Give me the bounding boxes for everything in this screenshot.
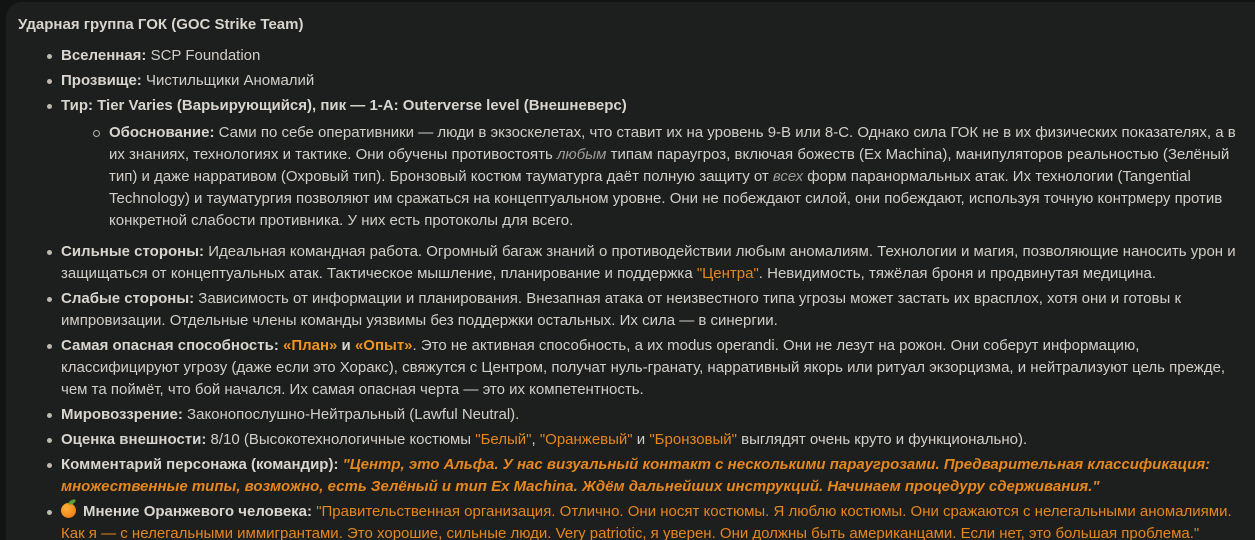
text-segment: Сильные стороны: [61, 243, 205, 260]
text-segment: Зависимость от информации и планирования. Внезапная атака от неизвестного типа угрозы может застать их врасплох, хотя они и готовы к импровизации. Отдельные члены команды уязвимы без поддержки остальных. Их сила — в синергии. [61, 290, 1182, 329]
link-orange[interactable]: "Оранжевый" [539, 431, 633, 448]
text-segment: Комментарий персонажа (командир): [61, 456, 343, 473]
text-segment: , [531, 431, 540, 448]
text-segment: форм паранормальных атак. Их технологии (Tangential Technology) и тауматургия позволяют им сражаться на концептуальном уровне. Они не побеждают силой, они побеждают, используя точную контрмеру против конкретной слабости противника. У них есть протоколы для всего. [109, 168, 1223, 229]
text-segment: и [337, 337, 355, 354]
text-segment: Оценка внешности: [61, 431, 207, 448]
text-segment: Идеальная командная работа. Огромный багаж знаний о противодействии любым аномалиям. Технологии и магия, позволяющие наносить урон и защищаться от концептуальных атак. Тактическое мышление, планирование и поддержка [61, 243, 1236, 282]
list-item-appearance-rating [18, 429, 1243, 451]
text-segment: . Это не активная способность, а их modus operandi. Они не лезут на рожон. Они соберут информацию, классифицируют угрозу (даже если это Хоракс), свяжутся с Центром, получат нуль-гранату, нарративный якорь или ритуал экзорцизма, и нейтрализуют цель прежде, чем та поймёт, что бой начался. Их самая опасная черта — это их компетентность. [61, 337, 1226, 398]
list-item-weaknesses [18, 288, 1243, 332]
text-segment: Мнение Оранжевого человека: [83, 503, 317, 520]
text-segment: и [632, 431, 650, 448]
text-segment: Прозвище: [61, 72, 142, 89]
list-item-tier [18, 95, 1243, 117]
link-plan[interactable]: «План» [282, 337, 338, 354]
list-item-nickname [18, 70, 1243, 92]
text-segment: Чистильщики Аномалий [141, 72, 315, 89]
text-segment: Тир: Tier Varies (Варьирующийся), пик — 1-A: Outerverse level (Внешневерс) [61, 97, 627, 114]
text-segment: . Невидимость, тяжёлая броня и продвинутая медицина. [758, 265, 1157, 282]
text-segment: 8/10 (Высокотехнологичные костюмы [206, 431, 476, 448]
list-item-strengths [18, 241, 1243, 285]
list-item-justification [18, 122, 1243, 232]
text-segment: Сами по себе оперативники — люди в экзоскелетах, что ставит их на уровень 9-B или 8-C. Однако сила ГОК не в их физических показателях, а в их знаниях, технологиях и тактике. Они обучены противостоять [109, 124, 1236, 163]
text-segment: Самая опасная способность: [61, 337, 283, 354]
list-item-universe [18, 45, 1243, 67]
text-segment: всех [772, 168, 804, 185]
text-segment: Слабые стороны: [61, 290, 195, 307]
text-segment: "Правительственная организация. Отлично. Они носят костюмы. Я люблю костюмы. Они сражаются с нелегальными аномалиями. Как я — с нелегальными иммигрантами. Это хорошие, сильные люди. Very patriotic, я уверен. Они должны быть американцами. Если нет, это большая проблема." [61, 503, 1232, 540]
page-title: Ударная группа ГОК (GOC Strike Team) [18, 16, 304, 33]
text-segment: Мировоззрение: [61, 406, 183, 423]
text-segment: выглядят очень круто и функционально). [737, 431, 1028, 448]
list-item-character-comment [18, 454, 1243, 498]
list-item-deadliest-ability [18, 335, 1243, 401]
link-bronze[interactable]: "Бронзовый" [649, 431, 738, 448]
list-item-orange-man-opinion [18, 501, 1243, 540]
text-segment: типам параугроз, включая божеств (Ex Machina), манипуляторов реальностью (Зелёный тип) и даже нарративом (Охровый тип). Бронзовый костюм тауматурга даёт полную защиту от [109, 146, 1230, 185]
text-segment: Обоснование: [109, 124, 215, 141]
text-segment: любым [556, 146, 607, 163]
text-segment: SCP Foundation [146, 47, 261, 64]
link-experience[interactable]: «Опыт» [354, 337, 413, 354]
text-segment: "Центр, это Альфа. У нас визуальный контакт с несколькими параугрозами. Предварительная классификация: множественные типы, возможно, есть Зелёный и тип Ex Machina. Ждём дальнейших инструкций. Начинаем процедуру сдерживания." [61, 456, 1211, 495]
text-segment: Вселенная: [61, 47, 147, 64]
tangerine-emoji-icon [61, 503, 76, 518]
list-item-alignment [18, 404, 1243, 426]
text-segment: Законопослушно-Нейтральный (Lawful Neutral). [182, 406, 520, 423]
link-white[interactable]: "Белый" [475, 431, 532, 448]
post-panel [6, 2, 1255, 540]
attribute-list [18, 45, 1243, 540]
link-center[interactable]: "Центра" [696, 265, 759, 282]
